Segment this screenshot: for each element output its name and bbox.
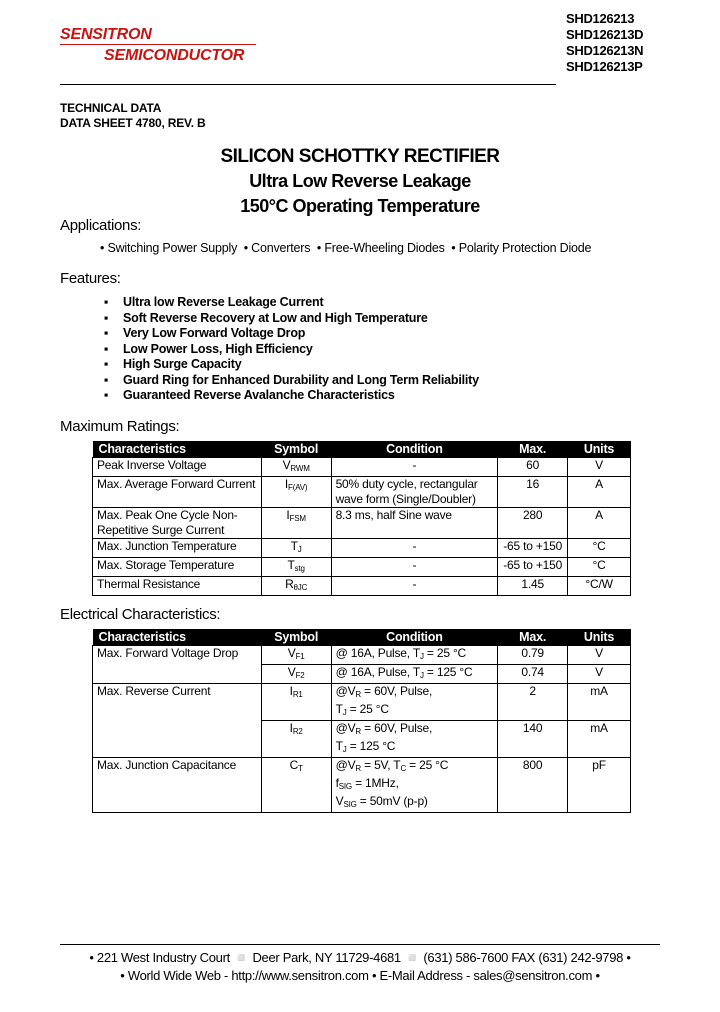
application-item: Polarity Protection Diode (458, 241, 592, 255)
table-header-row (93, 441, 631, 458)
table-row: Max. Junction Temperature $T_J$ - -65 to +150 °C (93, 539, 631, 558)
feature-item: ▪ Soft Reverse Recovery at Low and High Temperature (104, 311, 428, 325)
max-ratings-table (92, 441, 631, 596)
bullet-icon: ▪ (104, 311, 109, 325)
table-row: Max. Forward Voltage Drop $V_{F1}$ @ 16A, Pulse, $T_J = 25$ °C 0.79 V (93, 646, 631, 665)
footer-address: • 221 West Industry Court ◽ Deer Park, NY 11729-4681 ◽ (631) 586-7600 FAX (631) 242-9798 • (89, 950, 631, 965)
part-number-1: SHD126213 (566, 11, 635, 26)
column-header: Units (568, 441, 631, 458)
max-ratings-heading: Maximum Ratings: (60, 418, 180, 435)
column-header: Symbol (261, 441, 331, 458)
footer-rule (60, 944, 660, 945)
table-header-row (93, 629, 631, 646)
table-row: Thermal Resistance $R_{\theta JC}$ - 1.45 °C/W (93, 577, 631, 596)
table-row: Max. Storage Temperature $T_{stg}$ - -65 to +150 °C (93, 558, 631, 577)
bullet-icon: ▪ (104, 326, 109, 340)
feature-item: ▪ Guard Ring for Enhanced Durability and Long Term Reliability (104, 373, 479, 387)
bullet-icon: • (313, 241, 325, 255)
column-header: Characteristics (93, 629, 262, 646)
feature-item: ▪ High Surge Capacity (104, 357, 242, 371)
brand-rule (60, 44, 256, 45)
column-header: Max. (498, 629, 568, 646)
table-row: Peak Inverse Voltage $V_{RWM}$ - 60 V (93, 458, 631, 477)
data-sheet-label: DATA SHEET 4780, REV. B (60, 116, 206, 130)
electrical-table (92, 629, 631, 813)
feature-item: ▪ Low Power Loss, High Efficiency (104, 342, 313, 356)
application-item: Free-Wheeling Diodes (324, 241, 445, 255)
table-row: Max. Average Forward Current $I_{F(AV)}$ 50% duty cycle, rectangular wave form (Single/Doubler) 16 A (93, 477, 631, 508)
feature-item: ▪ Ultra low Reverse Leakage Current (104, 295, 324, 309)
bullet-icon: ▪ (104, 373, 109, 387)
column-header: Condition (331, 441, 498, 458)
electrical-heading: Electrical Characteristics: (60, 606, 221, 623)
column-header: Units (568, 629, 631, 646)
feature-item: ▪ Guaranteed Reverse Avalanche Characteristics (104, 388, 395, 402)
feature-item: ▪ Very Low Forward Voltage Drop (104, 326, 306, 340)
features-heading: Features: (60, 270, 121, 287)
bullet-icon: • (447, 241, 459, 255)
brand-line1: SENSITRON (60, 26, 152, 43)
bullet-icon: ▪ (104, 342, 109, 356)
application-item: Converters (251, 241, 311, 255)
bullet-icon: ▪ (104, 295, 109, 309)
subtitle-1: Ultra Low Reverse Leakage (249, 171, 471, 191)
main-title: SILICON SCHOTTKY RECTIFIER (220, 146, 500, 167)
footer-web-email: • World Wide Web - http://www.sensitron.com • E-Mail Address - sales@sensitron.com • (120, 968, 600, 983)
table-row: Max. Reverse Current $I_{R1}$ $@V_R = 60V$, Pulse, $T_J = 25$ °C 2 mA (93, 684, 631, 721)
bullet-icon: ▪ (104, 357, 109, 371)
applications-heading: Applications: (60, 217, 142, 234)
table-row: Max. Peak One Cycle Non-Repetitive Surge Current $I_{FSM}$ 8.3 ms, half Sine wave 280 A (93, 508, 631, 539)
column-header: Symbol (261, 629, 331, 646)
column-header: Condition (331, 629, 498, 646)
column-header: Max. (498, 441, 568, 458)
header-rule (60, 84, 556, 85)
part-number-3: SHD126213N (566, 43, 644, 58)
bullet-icon: • (240, 241, 252, 255)
bullet-icon: • (100, 241, 108, 255)
table-row: $I_{R2}$ $@V_R = 60V$, Pulse, $T_J = 125$ °C 140 mA (93, 721, 631, 758)
part-number-2: SHD126213D (566, 27, 644, 42)
brand-line2: SEMICONDUCTOR (104, 47, 245, 64)
technical-data-label: TECHNICAL DATA (60, 101, 162, 115)
application-item: Switching Power Supply (107, 241, 238, 255)
column-header: Characteristics (93, 441, 262, 458)
applications-list (100, 241, 591, 255)
bullet-icon: ▪ (104, 388, 109, 402)
table-row: Max. Junction Capacitance $C_T$ $@V_R = 5V$, $T_C = 25$ °C $f_{SIG} = 1MHz$, $V_{SIG} = 50mV$ (p-p) 800 pF (93, 758, 631, 813)
part-number-4: SHD126213P (566, 59, 643, 74)
subtitle-2: 150°C Operating Temperature (240, 196, 480, 216)
table-row: $V_{F2}$ @ 16A, Pulse, $T_J = 125$ °C 0.74 V (93, 665, 631, 684)
